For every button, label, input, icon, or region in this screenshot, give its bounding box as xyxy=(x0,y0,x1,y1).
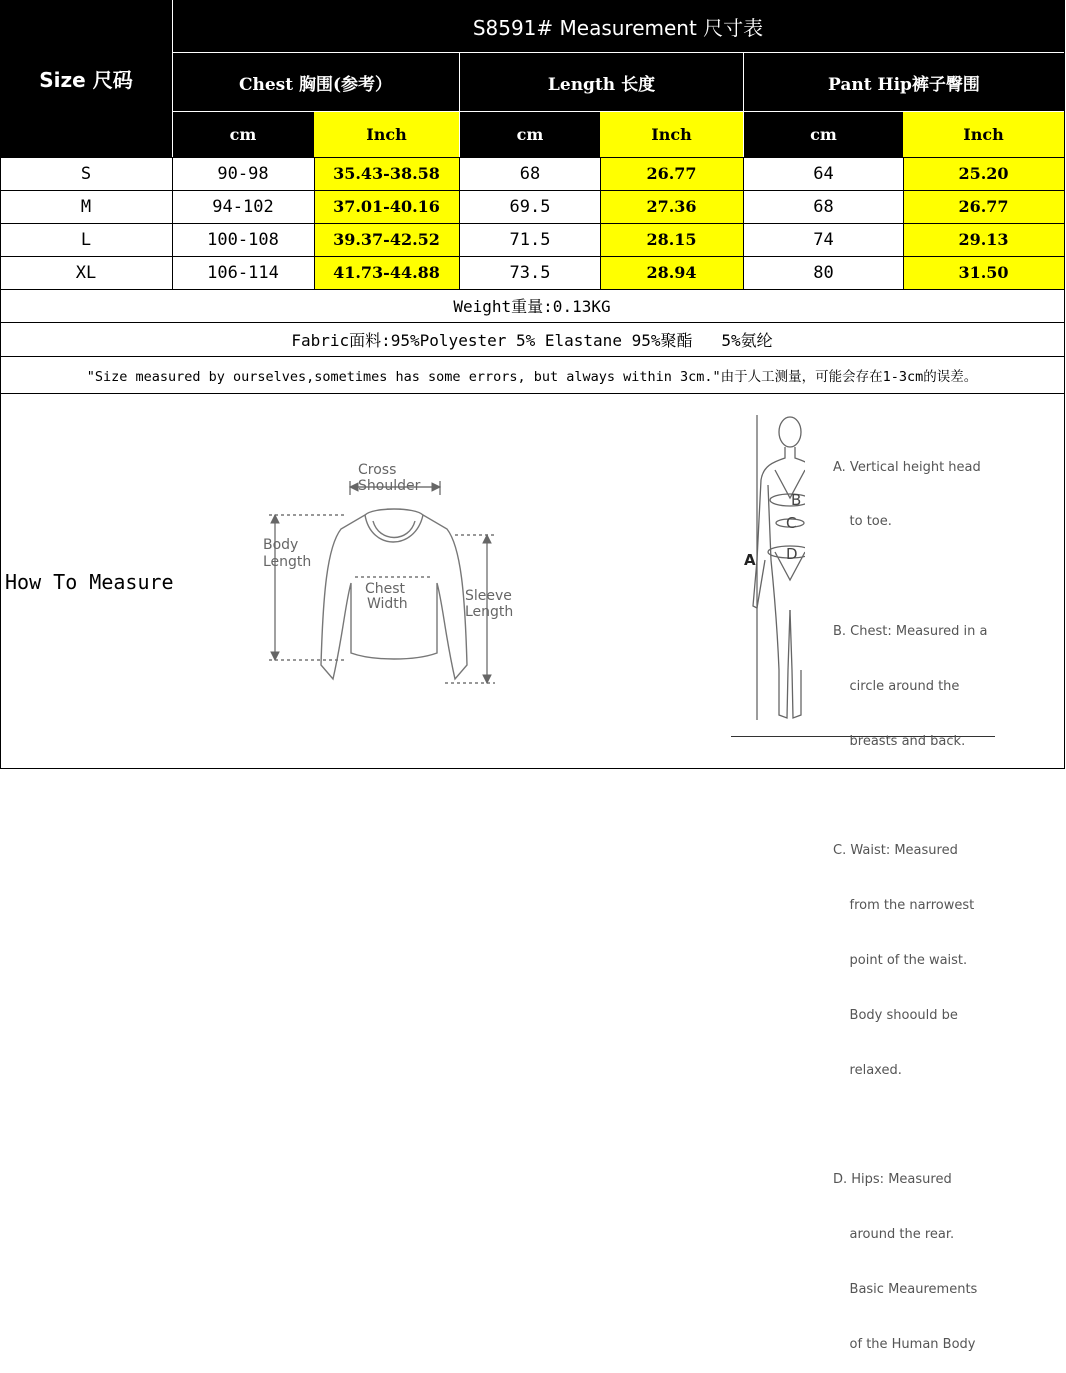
table-cell xyxy=(314,256,459,289)
unit-label: cm xyxy=(810,125,837,144)
cell-value: 26.77 xyxy=(958,197,1009,216)
hip-inch-header xyxy=(903,112,1064,157)
table-row xyxy=(0,190,172,223)
table-cell xyxy=(172,256,314,289)
cell-value: 71.5 xyxy=(509,229,551,250)
cell-value: 41.73-44.88 xyxy=(333,263,440,282)
disclaimer-note xyxy=(0,356,1064,393)
table-cell xyxy=(744,190,903,223)
disclaimer-note-label: "Size measured by ourselves,sometimes has some errors, but always within 3cm."由于人工测量，可能会存在1-3cm的误差。 xyxy=(86,368,978,385)
cell-value: 27.36 xyxy=(646,197,697,216)
table-cell xyxy=(903,223,1064,256)
table-cell xyxy=(903,190,1064,223)
table-cell xyxy=(460,157,600,190)
size-column-header-label: Size 尺码 xyxy=(39,68,133,92)
cross-shoulder-label: Shoulder xyxy=(358,478,421,494)
length-inch-header xyxy=(600,112,743,157)
cell-value: 25.20 xyxy=(958,164,1009,183)
unit-label: cm xyxy=(516,125,544,144)
cell-value: 31.50 xyxy=(958,263,1009,282)
sleeve-length-label: Length xyxy=(465,604,514,620)
cell-value: 94-102 xyxy=(212,196,274,217)
body-measure-diagram xyxy=(735,410,805,740)
cell-value: 73.5 xyxy=(509,262,551,283)
weight-note-label: Weight重量:0.13KG xyxy=(453,297,611,316)
table-row xyxy=(0,223,172,256)
weight-note xyxy=(0,289,1064,322)
cell-value: 29.13 xyxy=(958,230,1009,249)
table-cell xyxy=(172,223,314,256)
cell-value: 74 xyxy=(813,229,834,250)
note-line: circle around the xyxy=(833,678,960,694)
table-cell xyxy=(460,223,600,256)
cell-value: 37.01-40.16 xyxy=(333,197,440,216)
chest-group-header xyxy=(172,53,459,111)
note-line: C. Waist: Measured xyxy=(833,843,958,859)
sleeve-length-label: Sleeve xyxy=(465,588,512,604)
unit-label: Inch xyxy=(963,125,1004,144)
body-length-label: Length xyxy=(263,554,312,570)
note-line: A. Vertical height head xyxy=(833,459,981,475)
garment-measure-diagram xyxy=(255,455,520,690)
size-label: M xyxy=(80,196,92,217)
table-cell xyxy=(600,256,743,289)
table-row xyxy=(0,157,172,190)
table-cell xyxy=(903,157,1064,190)
size-label: L xyxy=(80,229,92,250)
marker-b: B xyxy=(791,491,802,509)
chest-width-label: Chest xyxy=(365,581,406,597)
cell-value: 90-98 xyxy=(217,163,269,184)
fabric-note-label: Fabric面料:95%Polyester 5% Elastane 95%聚酯 5%氨纶 xyxy=(291,330,773,350)
hip-group-label: Pant Hip裤子臀围 xyxy=(828,74,980,95)
cell-value: 80 xyxy=(813,262,834,283)
cell-value: 100-108 xyxy=(207,229,279,250)
table-cell xyxy=(314,157,459,190)
chest-inch-header xyxy=(314,112,459,157)
table-cell xyxy=(460,190,600,223)
cell-value: 64 xyxy=(813,163,834,184)
size-label: S xyxy=(80,163,92,184)
cell-value: 26.77 xyxy=(646,164,697,183)
marker-c: C xyxy=(786,514,797,532)
table-cell xyxy=(744,157,903,190)
unit-label: Inch xyxy=(651,125,692,144)
cell-value: 39.37-42.52 xyxy=(333,230,440,249)
table-cell xyxy=(314,223,459,256)
table-cell xyxy=(600,190,743,223)
cell-value: 28.94 xyxy=(646,263,697,282)
body-measure-notes xyxy=(833,422,1058,1373)
table-cell xyxy=(460,256,600,289)
table-cell xyxy=(600,157,743,190)
note-line: D. Hips: Measured xyxy=(833,1172,952,1188)
size-column-header xyxy=(0,0,172,157)
how-to-measure-label xyxy=(5,570,174,594)
hip-cm-header xyxy=(744,112,903,157)
cell-value: 68 xyxy=(519,163,541,184)
cell-value: 106-114 xyxy=(207,262,279,283)
cell-value: 68 xyxy=(813,196,834,217)
fabric-note xyxy=(0,322,1064,356)
table-cell xyxy=(314,190,459,223)
unit-label: cm xyxy=(229,125,257,144)
hip-group-header xyxy=(744,53,1064,111)
length-group-label: Length 长度 xyxy=(547,74,656,95)
unit-label: Inch xyxy=(366,125,407,144)
length-group-header xyxy=(460,53,743,111)
chest-cm-header xyxy=(172,112,314,157)
note-line: Body shoould be xyxy=(833,1007,958,1023)
cell-value: 28.15 xyxy=(646,230,697,249)
table-cell xyxy=(744,223,903,256)
cross-shoulder-label: Cross xyxy=(358,462,397,478)
note-line: breasts and back. xyxy=(833,733,966,749)
note-line: from the narrowest xyxy=(833,898,975,914)
note-line: point of the waist. xyxy=(833,953,968,969)
note-line: to toe. xyxy=(833,514,892,530)
table-cell xyxy=(744,256,903,289)
note-line: relaxed. xyxy=(833,1062,902,1078)
note-line: around the rear. xyxy=(833,1227,955,1243)
size-label: XL xyxy=(75,262,97,283)
cell-value: 69.5 xyxy=(509,196,551,217)
note-line: Basic Meaurements xyxy=(833,1282,978,1298)
body-length-label: Body xyxy=(263,537,299,553)
table-row xyxy=(0,256,172,289)
table-title xyxy=(172,0,1064,52)
marker-d: D xyxy=(786,545,798,563)
table-cell xyxy=(172,190,314,223)
chest-group-label: Chest 胸围(参考） xyxy=(238,74,393,95)
length-cm-header xyxy=(460,112,600,157)
marker-a: A xyxy=(744,551,756,569)
how-to-measure-text: How To Measure xyxy=(5,570,174,594)
table-cell xyxy=(172,157,314,190)
table-cell xyxy=(903,256,1064,289)
note-line: of the Human Body xyxy=(833,1336,976,1352)
table-title-label: S8591# Measurement 尺寸表 xyxy=(472,15,764,40)
chest-width-label: Width xyxy=(367,596,408,612)
table-cell xyxy=(600,223,743,256)
note-line: B. Chest: Measured in a xyxy=(833,623,988,639)
cell-value: 35.43-38.58 xyxy=(333,164,440,183)
